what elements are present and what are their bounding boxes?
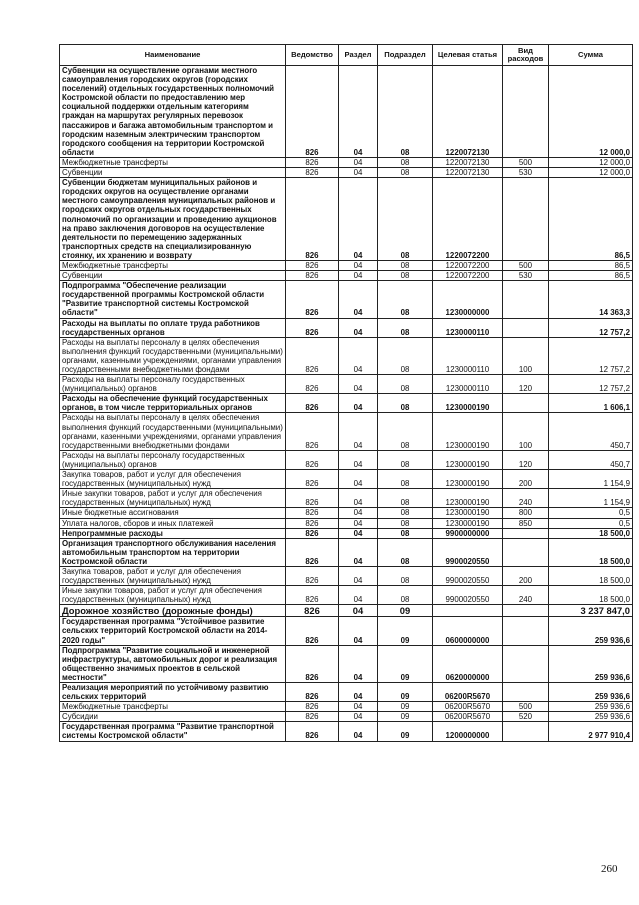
- table-row: [60, 66, 633, 158]
- cell-name: Иные закупки товаров, работ и услуг для обеспечения государственных (муниципальных) нужд: [60, 586, 286, 605]
- table-row: [60, 683, 633, 702]
- cell-expense-type: 800: [503, 508, 549, 518]
- cell-expense-type: [503, 605, 549, 617]
- cell-razdel: 04: [339, 450, 378, 469]
- cell-target-article: 9900000000: [433, 528, 503, 538]
- cell-amount: 2 977 910,4: [549, 722, 633, 741]
- table-row: [60, 157, 633, 167]
- cell-target-article: 06200R5670: [433, 712, 503, 722]
- cell-expense-type: 530: [503, 271, 549, 281]
- budget-table: [59, 44, 633, 742]
- cell-name: Субвенции бюджетам муниципальных районов и городских округов на осуществление органами местного самоуправления муниципальных районов и городских округов отдельных государственных полномочий по организации и проведению аукционов на право заключения договоров на осуществление деятельности по перемещению задержанных транспортных средств на специализированную стоянку, их хранению и возврату: [60, 178, 286, 261]
- cell-name: Расходы на обеспечение функций государственных органов, в том числе территориальных органов: [60, 394, 286, 413]
- cell-razdel: 04: [339, 605, 378, 617]
- cell-expense-type: [503, 281, 549, 318]
- column-header: Сумма: [549, 45, 633, 66]
- cell-vedomstvo: 826: [286, 66, 339, 158]
- cell-vedomstvo: 826: [286, 605, 339, 617]
- cell-amount: 1 606,1: [549, 394, 633, 413]
- cell-razdel: 04: [339, 157, 378, 167]
- cell-amount: 12 000,0: [549, 157, 633, 167]
- cell-razdel: 04: [339, 66, 378, 158]
- cell-target-article: 1230000190: [433, 470, 503, 489]
- cell-expense-type: [503, 683, 549, 702]
- cell-amount: 86,5: [549, 260, 633, 270]
- cell-podrazdel: 08: [378, 66, 433, 158]
- table-row: [60, 470, 633, 489]
- cell-podrazdel: 08: [378, 271, 433, 281]
- cell-target-article: 1230000000: [433, 281, 503, 318]
- cell-name: Дорожное хозяйство (дорожные фонды): [60, 605, 286, 617]
- cell-vedomstvo: 826: [286, 489, 339, 508]
- column-header: Раздел: [339, 45, 378, 66]
- page-number: 260: [601, 863, 618, 875]
- cell-expense-type: 240: [503, 586, 549, 605]
- cell-amount: 259 936,6: [549, 617, 633, 645]
- cell-podrazdel: 08: [378, 178, 433, 261]
- table-row: [60, 538, 633, 566]
- cell-podrazdel: 09: [378, 722, 433, 741]
- cell-amount: 3 237 847,0: [549, 605, 633, 617]
- column-header: Подраздел: [378, 45, 433, 66]
- cell-razdel: 04: [339, 645, 378, 682]
- cell-expense-type: [503, 722, 549, 741]
- cell-expense-type: 530: [503, 168, 549, 178]
- table-header-row: [60, 45, 633, 66]
- table-row: [60, 271, 633, 281]
- cell-name: Межбюджетные трансферты: [60, 157, 286, 167]
- cell-podrazdel: 08: [378, 413, 433, 450]
- table-row: [60, 394, 633, 413]
- cell-podrazdel: 08: [378, 168, 433, 178]
- cell-amount: 259 936,6: [549, 702, 633, 712]
- cell-vedomstvo: 826: [286, 645, 339, 682]
- cell-podrazdel: 08: [378, 318, 433, 337]
- cell-name: Межбюджетные трансферты: [60, 702, 286, 712]
- table-row: [60, 178, 633, 261]
- cell-vedomstvo: 826: [286, 470, 339, 489]
- cell-amount: 18 500,0: [549, 566, 633, 585]
- cell-target-article: 0600000000: [433, 617, 503, 645]
- cell-razdel: 04: [339, 394, 378, 413]
- cell-expense-type: 200: [503, 566, 549, 585]
- table-row: [60, 489, 633, 508]
- cell-amount: 18 500,0: [549, 538, 633, 566]
- cell-razdel: 04: [339, 260, 378, 270]
- cell-razdel: 04: [339, 683, 378, 702]
- cell-amount: 450,7: [549, 413, 633, 450]
- cell-expense-type: [503, 617, 549, 645]
- cell-podrazdel: 09: [378, 605, 433, 617]
- cell-expense-type: [503, 528, 549, 538]
- cell-vedomstvo: 826: [286, 683, 339, 702]
- cell-vedomstvo: 826: [286, 518, 339, 528]
- cell-razdel: 04: [339, 712, 378, 722]
- cell-target-article: 06200R5670: [433, 702, 503, 712]
- cell-name: Непрограммные расходы: [60, 528, 286, 538]
- cell-target-article: [433, 605, 503, 617]
- cell-target-article: 1230000110: [433, 318, 503, 337]
- cell-razdel: 04: [339, 281, 378, 318]
- cell-amount: 0,5: [549, 508, 633, 518]
- cell-name: Иные закупки товаров, работ и услуг для обеспечения государственных (муниципальных) нужд: [60, 489, 286, 508]
- cell-vedomstvo: 826: [286, 450, 339, 469]
- cell-amount: 18 500,0: [549, 586, 633, 605]
- cell-podrazdel: 08: [378, 394, 433, 413]
- table-row: [60, 260, 633, 270]
- cell-podrazdel: 08: [378, 375, 433, 394]
- cell-razdel: 04: [339, 528, 378, 538]
- cell-amount: 0,5: [549, 518, 633, 528]
- cell-razdel: 04: [339, 413, 378, 450]
- cell-podrazdel: 08: [378, 538, 433, 566]
- cell-amount: 259 936,6: [549, 683, 633, 702]
- table-row: [60, 518, 633, 528]
- cell-vedomstvo: 826: [286, 722, 339, 741]
- cell-razdel: 04: [339, 178, 378, 261]
- cell-expense-type: 240: [503, 489, 549, 508]
- cell-vedomstvo: 826: [286, 271, 339, 281]
- cell-name: Расходы на выплаты по оплате труда работников государственных органов: [60, 318, 286, 337]
- cell-podrazdel: 08: [378, 518, 433, 528]
- cell-razdel: 04: [339, 375, 378, 394]
- table-row: [60, 337, 633, 374]
- cell-target-article: 0620000000: [433, 645, 503, 682]
- cell-expense-type: 200: [503, 470, 549, 489]
- cell-vedomstvo: 826: [286, 318, 339, 337]
- cell-amount: 12 757,2: [549, 337, 633, 374]
- table-row: [60, 168, 633, 178]
- cell-expense-type: 100: [503, 413, 549, 450]
- cell-vedomstvo: 826: [286, 157, 339, 167]
- cell-target-article: 1230000110: [433, 375, 503, 394]
- cell-vedomstvo: 826: [286, 260, 339, 270]
- cell-name: Субвенции: [60, 168, 286, 178]
- cell-name: Субвенции на осуществление органами местного самоуправления городских округов (городских поселений) отдельных государственных полномочий Костромской области по предоставлению мер социальной поддержки отдельным категориям граждан на маршрутах регулярных перевозок пассажиров и багажа автомобильным транспортом и городским наземным электрическим транспортом городского сообщения на территории Костромской области: [60, 66, 286, 158]
- cell-target-article: 06200R5670: [433, 683, 503, 702]
- cell-expense-type: [503, 394, 549, 413]
- cell-podrazdel: 08: [378, 489, 433, 508]
- table-row: [60, 566, 633, 585]
- cell-amount: 12 757,2: [549, 318, 633, 337]
- cell-podrazdel: 08: [378, 337, 433, 374]
- table-row: [60, 586, 633, 605]
- cell-vedomstvo: 826: [286, 178, 339, 261]
- cell-podrazdel: 09: [378, 645, 433, 682]
- cell-name: Закупка товаров, работ и услуг для обеспечения государственных (муниципальных) нужд: [60, 470, 286, 489]
- table-row: [60, 617, 633, 645]
- cell-podrazdel: 08: [378, 157, 433, 167]
- table-row: [60, 605, 633, 617]
- cell-podrazdel: 09: [378, 702, 433, 712]
- cell-razdel: 04: [339, 168, 378, 178]
- column-header: Вид расходов: [503, 45, 549, 66]
- table-row: [60, 281, 633, 318]
- table-row: [60, 702, 633, 712]
- cell-vedomstvo: 826: [286, 538, 339, 566]
- cell-amount: 259 936,6: [549, 712, 633, 722]
- cell-expense-type: [503, 645, 549, 682]
- cell-name: Субвенции: [60, 271, 286, 281]
- cell-podrazdel: 09: [378, 683, 433, 702]
- table-row: [60, 375, 633, 394]
- cell-vedomstvo: 826: [286, 375, 339, 394]
- cell-podrazdel: 08: [378, 450, 433, 469]
- cell-expense-type: [503, 538, 549, 566]
- cell-expense-type: [503, 318, 549, 337]
- cell-amount: 450,7: [549, 450, 633, 469]
- cell-target-article: 1200000000: [433, 722, 503, 741]
- cell-amount: 86,5: [549, 178, 633, 261]
- cell-razdel: 04: [339, 617, 378, 645]
- cell-expense-type: [503, 66, 549, 158]
- cell-vedomstvo: 826: [286, 528, 339, 538]
- cell-target-article: 1220072130: [433, 168, 503, 178]
- table-body: [60, 66, 633, 742]
- cell-podrazdel: 08: [378, 508, 433, 518]
- cell-amount: 12 000,0: [549, 66, 633, 158]
- cell-razdel: 04: [339, 566, 378, 585]
- cell-expense-type: 520: [503, 712, 549, 722]
- cell-target-article: 1220072130: [433, 157, 503, 167]
- cell-podrazdel: 08: [378, 586, 433, 605]
- cell-razdel: 04: [339, 318, 378, 337]
- cell-razdel: 04: [339, 271, 378, 281]
- cell-target-article: 1230000190: [433, 508, 503, 518]
- table-row: [60, 508, 633, 518]
- cell-target-article: 1230000190: [433, 394, 503, 413]
- cell-razdel: 04: [339, 337, 378, 374]
- cell-expense-type: 500: [503, 260, 549, 270]
- cell-target-article: 1220072200: [433, 260, 503, 270]
- table-row: [60, 413, 633, 450]
- budget-table-sheet: [59, 44, 632, 742]
- cell-razdel: 04: [339, 702, 378, 712]
- cell-vedomstvo: 826: [286, 617, 339, 645]
- cell-name: Государственная программа "Развитие транспортной системы Костромской области": [60, 722, 286, 741]
- cell-vedomstvo: 826: [286, 712, 339, 722]
- cell-name: Расходы на выплаты персоналу в целях обеспечения выполнения функций государственными (муниципальными) органами, казенными учреждениями, органами управления государственными внебюджетными фондами: [60, 413, 286, 450]
- cell-razdel: 04: [339, 470, 378, 489]
- cell-name: Расходы на выплаты персоналу государственных (муниципальных) органов: [60, 375, 286, 394]
- cell-name: Расходы на выплаты персоналу государственных (муниципальных) органов: [60, 450, 286, 469]
- cell-razdel: 04: [339, 518, 378, 528]
- cell-expense-type: 500: [503, 702, 549, 712]
- cell-expense-type: 120: [503, 375, 549, 394]
- cell-razdel: 04: [339, 489, 378, 508]
- table-row: [60, 318, 633, 337]
- table-row: [60, 645, 633, 682]
- cell-name: Уплата налогов, сборов и иных платежей: [60, 518, 286, 528]
- table-row: [60, 450, 633, 469]
- column-header: Наименование: [60, 45, 286, 66]
- cell-vedomstvo: 826: [286, 281, 339, 318]
- cell-amount: 1 154,9: [549, 470, 633, 489]
- cell-name: Государственная программа "Устойчивое развитие сельских территорий Костромской области на 2014-2020 годы": [60, 617, 286, 645]
- cell-name: Расходы на выплаты персоналу в целях обеспечения выполнения функций государственными (муниципальными) органами, казенными учреждениями, органами управления государственными внебюджетными фондами: [60, 337, 286, 374]
- cell-name: Реализация мероприятий по устойчивому развитию сельских территорий: [60, 683, 286, 702]
- cell-razdel: 04: [339, 538, 378, 566]
- cell-amount: 259 936,6: [549, 645, 633, 682]
- cell-target-article: 1220072200: [433, 271, 503, 281]
- cell-razdel: 04: [339, 586, 378, 605]
- cell-target-article: 1230000190: [433, 489, 503, 508]
- cell-vedomstvo: 826: [286, 566, 339, 585]
- cell-amount: 86,5: [549, 271, 633, 281]
- cell-name: Закупка товаров, работ и услуг для обеспечения государственных (муниципальных) нужд: [60, 566, 286, 585]
- cell-name: Подпрограмма "Развитие социальной и инженерной инфраструктуры, автомобильных дорог и реализация общественно значимых проектов в сельской местности": [60, 645, 286, 682]
- cell-target-article: 1230000110: [433, 337, 503, 374]
- cell-amount: 14 363,3: [549, 281, 633, 318]
- table-row: [60, 722, 633, 741]
- cell-podrazdel: 09: [378, 617, 433, 645]
- cell-expense-type: [503, 178, 549, 261]
- cell-podrazdel: 08: [378, 566, 433, 585]
- column-header: Ведомство: [286, 45, 339, 66]
- table-row: [60, 712, 633, 722]
- cell-vedomstvo: 826: [286, 508, 339, 518]
- cell-expense-type: 850: [503, 518, 549, 528]
- cell-expense-type: 500: [503, 157, 549, 167]
- cell-name: Организация транспортного обслуживания населения автомобильным транспортом на территории Костромской области: [60, 538, 286, 566]
- cell-amount: 12 000,0: [549, 168, 633, 178]
- cell-amount: 18 500,0: [549, 528, 633, 538]
- cell-vedomstvo: 826: [286, 413, 339, 450]
- cell-razdel: 04: [339, 508, 378, 518]
- cell-razdel: 04: [339, 722, 378, 741]
- cell-vedomstvo: 826: [286, 168, 339, 178]
- cell-target-article: 1220072130: [433, 66, 503, 158]
- cell-podrazdel: 08: [378, 260, 433, 270]
- cell-podrazdel: 08: [378, 528, 433, 538]
- column-header: Целевая статья: [433, 45, 503, 66]
- cell-podrazdel: 08: [378, 470, 433, 489]
- cell-vedomstvo: 826: [286, 586, 339, 605]
- cell-target-article: 1230000190: [433, 413, 503, 450]
- cell-name: Иные бюджетные ассигнования: [60, 508, 286, 518]
- cell-name: Субсидии: [60, 712, 286, 722]
- cell-target-article: 9900020550: [433, 538, 503, 566]
- table-row: [60, 528, 633, 538]
- cell-target-article: 1220072200: [433, 178, 503, 261]
- cell-name: Межбюджетные трансферты: [60, 260, 286, 270]
- cell-expense-type: 100: [503, 337, 549, 374]
- cell-podrazdel: 09: [378, 712, 433, 722]
- cell-vedomstvo: 826: [286, 394, 339, 413]
- cell-amount: 12 757,2: [549, 375, 633, 394]
- cell-vedomstvo: 826: [286, 337, 339, 374]
- cell-expense-type: 120: [503, 450, 549, 469]
- cell-amount: 1 154,9: [549, 489, 633, 508]
- cell-name: Подпрограмма "Обеспечение реализации государственной программы Костромской области "Развитие транспортной системы Костромской области": [60, 281, 286, 318]
- cell-vedomstvo: 826: [286, 702, 339, 712]
- cell-target-article: 9900020550: [433, 586, 503, 605]
- cell-podrazdel: 08: [378, 281, 433, 318]
- cell-target-article: 9900020550: [433, 566, 503, 585]
- cell-target-article: 1230000190: [433, 518, 503, 528]
- cell-target-article: 1230000190: [433, 450, 503, 469]
